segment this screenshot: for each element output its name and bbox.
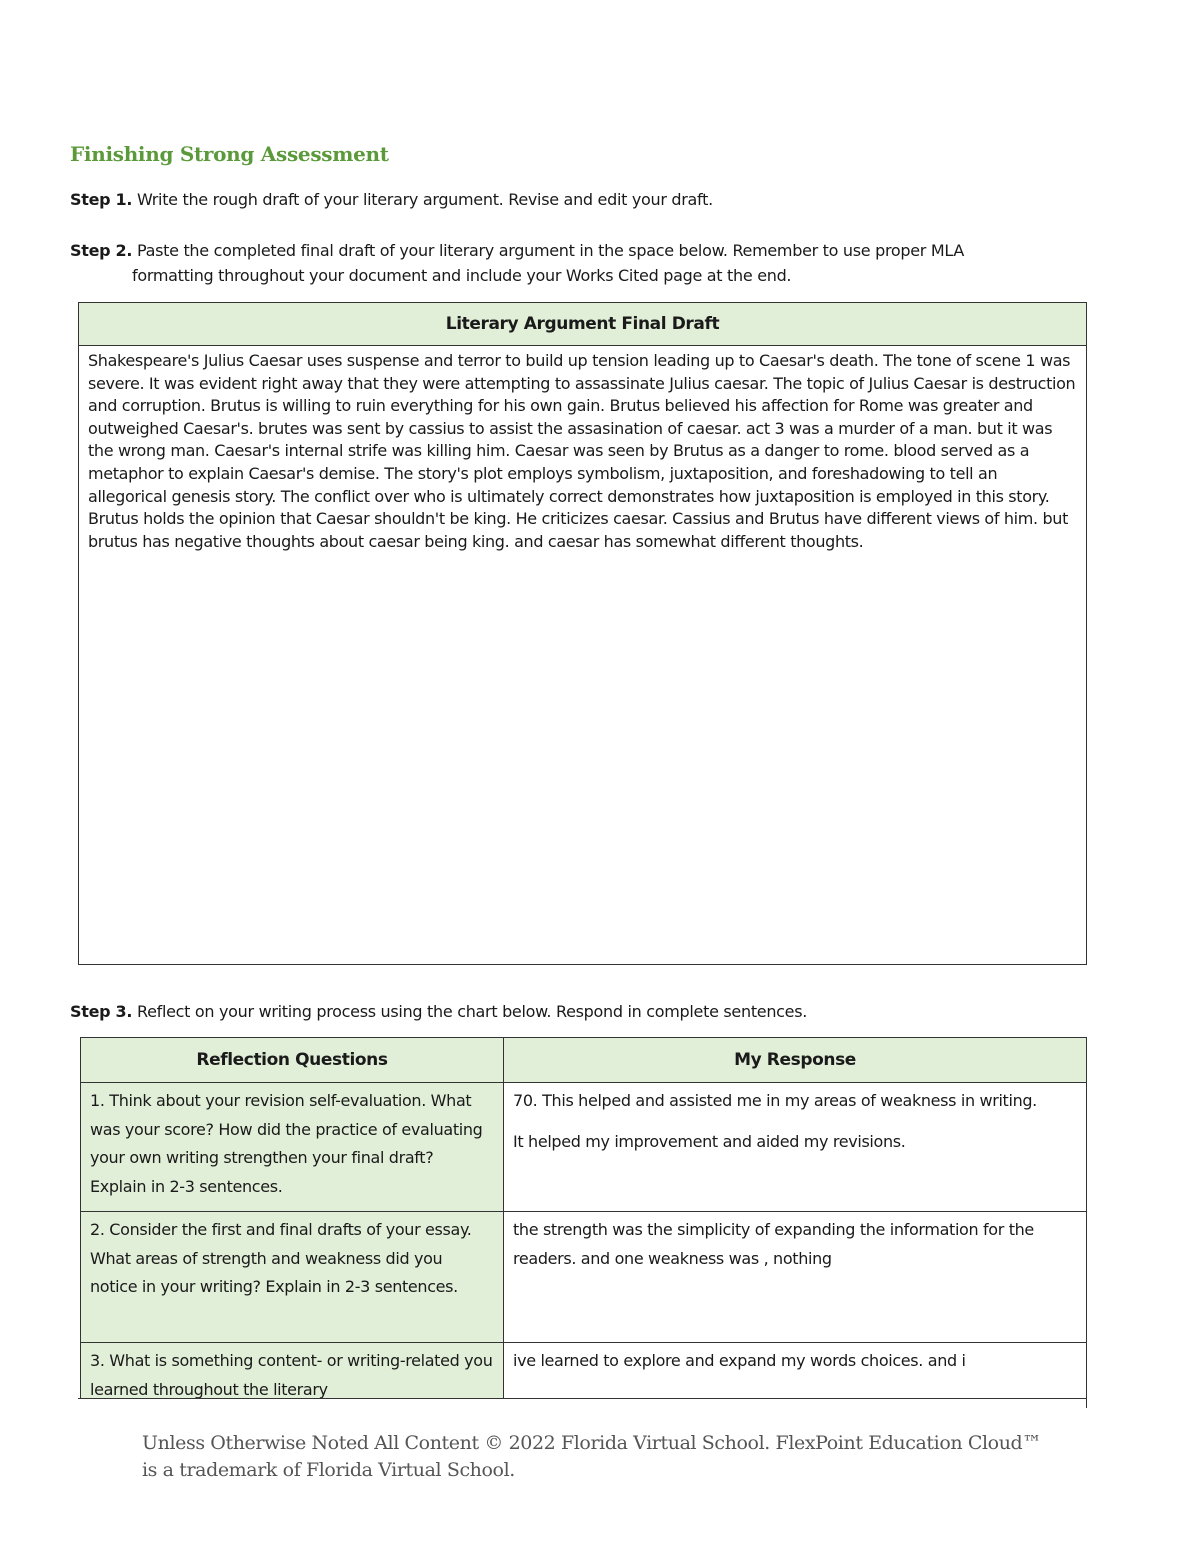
step-2-label: Step 2. <box>70 241 133 260</box>
reflection-response[interactable] <box>504 1083 1087 1212</box>
response-paragraph: ive learned to explore and expand my words choices. and i <box>513 1351 966 1370</box>
step-1-label: Step 1. <box>70 190 133 209</box>
table-row <box>81 1212 1087 1343</box>
reflection-questions-header: Reflection Questions <box>81 1038 504 1083</box>
step-3-text: Reflect on your writing process using the chart below. Respond in complete sentences. <box>136 1002 808 1021</box>
response-paragraph: 70. This helped and assisted me in my areas of weakness in writing. <box>513 1091 1037 1110</box>
reflection-question: 2. Consider the first and final drafts of your essay. What areas of strength and weakness did you notice in your writing? Explain in 2-3 sentences. <box>81 1212 504 1343</box>
page-title: Finishing Strong Assessment <box>70 142 389 166</box>
step-2-instruction <box>70 238 1070 288</box>
reflection-question: 3. What is something content- or writing-related you learned throughout the literary <box>81 1343 504 1409</box>
step-1-instruction <box>70 187 713 212</box>
step-2-text: Paste the completed final draft of your literary argument in the space below. Remember to use proper MLA <box>136 241 964 260</box>
response-paragraph: It helped my improvement and aided my revisions. <box>513 1131 906 1151</box>
table-bottom-border <box>78 1398 1087 1399</box>
my-response-header: My Response <box>504 1038 1087 1083</box>
final-draft-header: Literary Argument Final Draft <box>79 303 1087 346</box>
step-2-text-continued: formatting throughout your document and include your Works Cited page at the end. <box>132 266 792 285</box>
reflection-response[interactable] <box>504 1212 1087 1343</box>
reflection-table <box>80 1037 1087 1408</box>
step-1-text: Write the rough draft of your literary argument. Revise and edit your draft. <box>136 190 713 209</box>
step-3-label: Step 3. <box>70 1002 133 1021</box>
final-draft-body[interactable]: Shakespeare's Julius Caesar uses suspense and terror to build up tension leading up to Caesar's death. The tone of scene 1 was severe. It was evident right away that they were attempting to assassinate Julius caesar. The topic of Julius Caesar is destruction and corruption. Brutus is willing to ruin everything for his own gain. Brutus believed his affection for Rome was greater and outweighed Caesar's. brutes was sent by cassius to assist the assasination of caesar. act 3 was a murder of a man. but it was the wrong man. Caesar's internal strife was killing him. Caesar was seen by Brutus as a danger to rome. blood served as a metaphor to explain Caesar's demise. The story's plot employs symbolism, juxtaposition, and foreshadowing to tell an allegorical genesis story. The conflict over who is ultimately correct demonstrates how juxtaposition is employed in this story. Brutus holds the opinion that Caesar shouldn't be king. He criticizes caesar. Cassius and Brutus have different views of him. but brutus has negative thoughts about caesar being king. and caesar has somewhat different thoughts. <box>79 346 1087 965</box>
reflection-question: 1. Think about your revision self-evaluation. What was your score? How did the practice of evaluating your own writing strengthen your final draft? Explain in 2-3 sentences. <box>81 1083 504 1212</box>
response-paragraph: the strength was the simplicity of expanding the information for the readers. and one weakness was , nothing <box>513 1220 1034 1268</box>
copyright-footer: Unless Otherwise Noted All Content © 2022 Florida Virtual School. FlexPoint Education Cloud™ is a trademark of Florida Virtual School. <box>142 1432 1041 1481</box>
table-row <box>81 1083 1087 1212</box>
step-3-instruction <box>70 999 807 1024</box>
final-draft-table <box>78 302 1087 965</box>
